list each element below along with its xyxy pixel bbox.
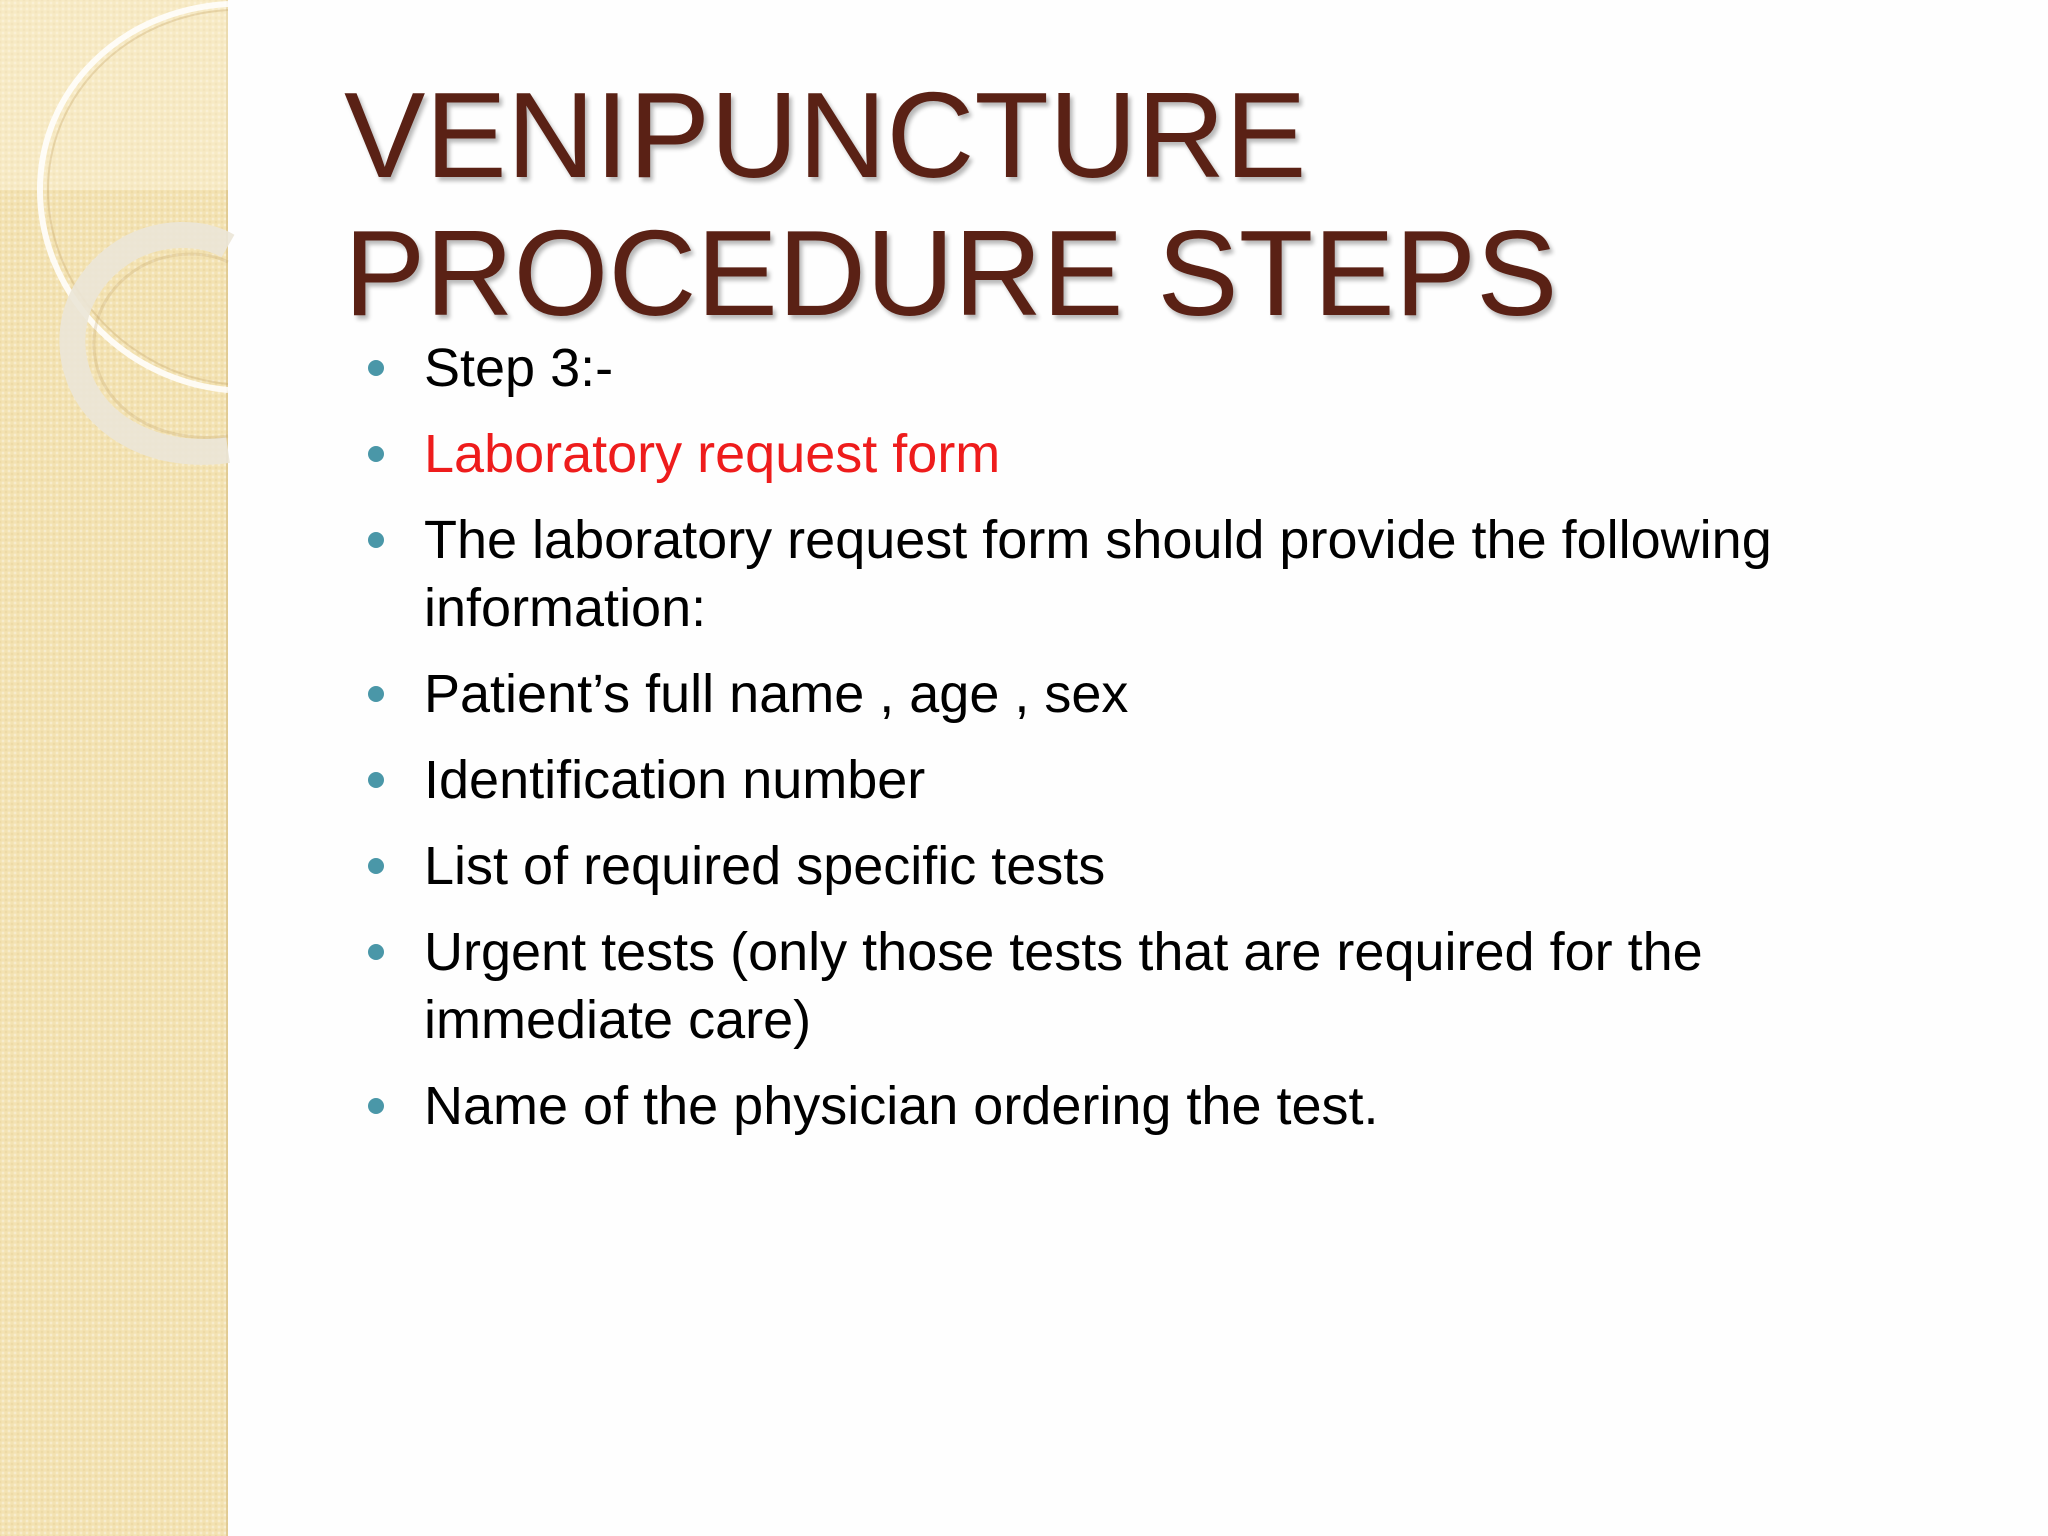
bullet-item — [360, 918, 1940, 1054]
bullet-dot-icon — [368, 772, 384, 788]
bullet-text: Laboratory request form — [424, 424, 1001, 484]
bullet-text: Urgent tests (only those tests that are required for the immediate care) — [424, 922, 1703, 1050]
bullet-dot-icon — [368, 360, 384, 376]
bullet-text: Patient’s full name , age , sex — [424, 664, 1129, 724]
bullet-text: Identification number — [424, 750, 926, 810]
bullet-text: Step 3:- — [424, 338, 614, 398]
bullet-dot-icon — [368, 532, 384, 548]
slide-title — [344, 66, 1557, 342]
bullet-text: Name of the physician ordering the test. — [424, 1076, 1379, 1136]
small-ring-arc — [72, 235, 228, 452]
bullet-dot-icon — [368, 944, 384, 960]
bullet-item — [360, 506, 1940, 642]
bullet-item — [360, 334, 1940, 402]
bullet-dot-icon — [368, 858, 384, 874]
bullet-item-highlighted — [360, 420, 1940, 488]
bullet-dot-icon — [368, 1098, 384, 1114]
bullet-item — [360, 832, 1940, 900]
title-line-1: VENIPUNCTURE — [344, 67, 1307, 203]
decorative-rings — [0, 0, 240, 520]
bullet-dot-icon — [368, 446, 384, 462]
title-line-2: PROCEDURE STEPS — [344, 205, 1558, 341]
bullet-text: List of required specific tests — [424, 836, 1106, 896]
bullet-item — [360, 1072, 1940, 1140]
bullet-text: The laboratory request form should provide the following information: — [424, 510, 1772, 638]
bullet-list — [360, 334, 1940, 1158]
bullet-dot-icon — [368, 686, 384, 702]
bullet-item — [360, 660, 1940, 728]
bullet-item — [360, 746, 1940, 814]
